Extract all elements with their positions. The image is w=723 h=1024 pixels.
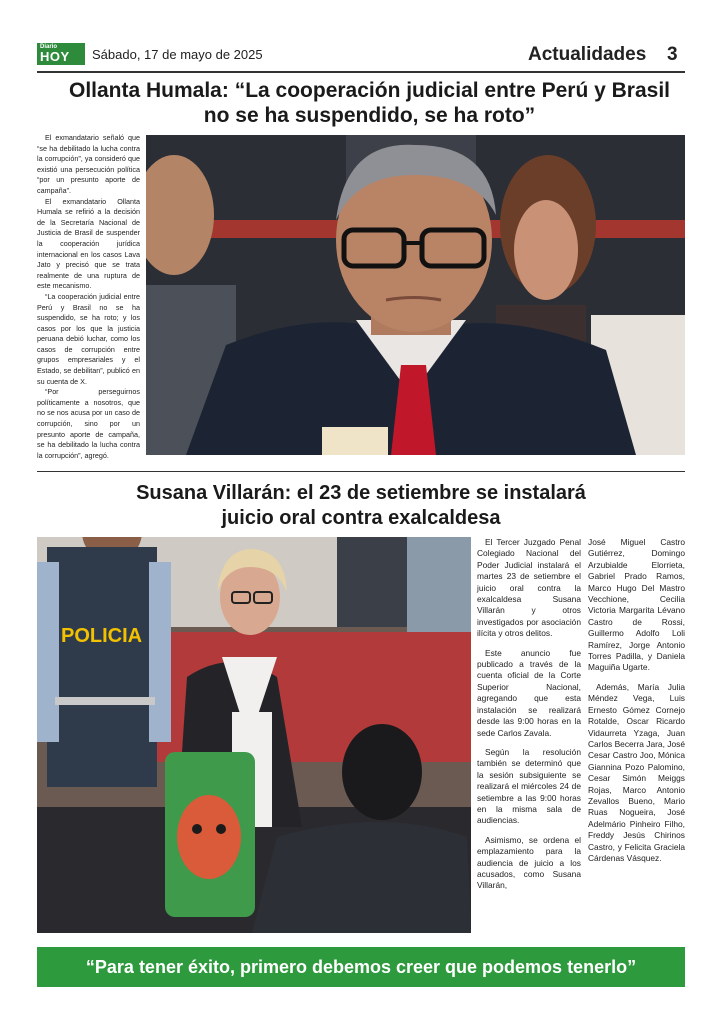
article1-photo [146, 135, 685, 455]
article1-paragraph: “La cooperación judicial entre Perú y Brasil no se ha suspendido, se ha roto; y los casos por los que la justicia peruana debió luchar, como los casos de corrupción entre grupos empresariales y el Estado, se debilitan”, publicó en su cuenta de X. [37, 291, 140, 386]
article2-photo [37, 537, 471, 933]
article1-body [37, 133, 140, 461]
susana-villaran-photo [37, 537, 471, 933]
article2-paragraph: El Tercer Juzgado Penal Colegiado Nacional del Poder Judicial instalará el martes 23 de setiembre el juicio oral contra la exalcaldesa Susana Villarán y otros investigados por asociación ilícita y otros delitos. [477, 537, 581, 639]
article2-headline [37, 481, 685, 531]
page-number: 3 [667, 44, 678, 65]
article2-paragraph: Este anuncio fue publicado a través de la cuenta oficial de la Corte Superior Nacional, agregando que esta instalación se realizará desde las 9:00 horas en la sede Carlos Zavala. [477, 647, 581, 738]
article2-column-2 [588, 537, 685, 872]
article1-headline [37, 78, 702, 128]
logo-small-text: Diario [40, 44, 58, 50]
article1-paragraph: “Por perseguirnos políticamente a nosotros, que no se nos acusa por un caso de corrupción, sino por un presunto aporte de campaña, se ha debilitado la lucha contra la corrupción”, agregó. [37, 387, 140, 460]
article2-paragraph: Según la resolución también se determinó que la sesión subsiguiente se realizará el miércoles 24 de setiembre a las 9:00 horas en la misma sala de audiencias. [477, 746, 581, 826]
header-divider [37, 71, 685, 73]
article2-column-1 [477, 537, 581, 900]
police-vest-text: POLICIA [61, 625, 143, 647]
article2-paragraph: Asimismo, se ordena el emplazamiento para la audiencia de juicio a los acusados, como Susana Villarán, [477, 834, 581, 891]
logo-big-text: HOY [40, 49, 70, 64]
section-title: Actualidades [528, 44, 647, 65]
article2-headline-line2: juicio oral contra exalcaldesa [221, 507, 501, 529]
article1-paragraph: El exmandatario Ollanta Humala se refirió a la decisión de la Secretaría Nacional de Justicia de Brasil de suspender la cooperación jurídica internacional en los casos Lava Jato y precisó que se trata realmente de una ruptura de este mecanismo. [37, 196, 140, 291]
section-divider [37, 471, 685, 472]
article2-headline-line1: Susana Villarán: el 23 de setiembre se instalará [136, 482, 586, 504]
article1-headline-line2: no se ha suspendido, se ha roto” [203, 104, 536, 127]
quote-banner: “Para tener éxito, primero debemos creer que podemos tenerlo” [37, 947, 685, 987]
issue-date: Sábado, 17 de mayo de 2025 [92, 47, 263, 62]
article2-paragraph: José Miguel Castro Gutiérrez, Domingo Arzubialde Elorrieta, Gabriel Prado Ramos, Marco Hugo Del Mastro Vecchione, Cecilia Victoria Margarita Lévano Castro de Rossi, Guillermo Adolfo Loli Ramírez, Jorge Antonio Torres Padilla, y Daniela Maguiña Ugarte. [588, 537, 685, 673]
article1-headline-line1: Ollanta Humala: “La cooperación judicial entre Perú y Brasil [68, 79, 670, 102]
ollanta-humala-photo [146, 135, 685, 455]
article2-paragraph: Además, María Julia Méndez Vega, Luis Ernesto Gómez Cornejo Rotalde, Oscar Ricardo Vidaurreta Yzaga, Juan Carlos Becerra Jara, José Cesar Castro Joo, Mónica Giannina Pozo Palomino, Cesar Simón Meiggs Rojas, Marco Antonio Zevallos Bueno, Mario Ruas Nogueira, José Adelmário Pinheiro Filho, Freddy Jesús Chirinos Castro, y Felicita Graciela Cárdenas Vásquez. [588, 681, 685, 863]
newspaper-logo [37, 43, 85, 65]
article1-paragraph: El exmandatario señaló que “se ha debilitado la lucha contra la corrupción”, ya consideró que existió una persecución política “por un presunto aporte de campaña”. [37, 133, 140, 195]
